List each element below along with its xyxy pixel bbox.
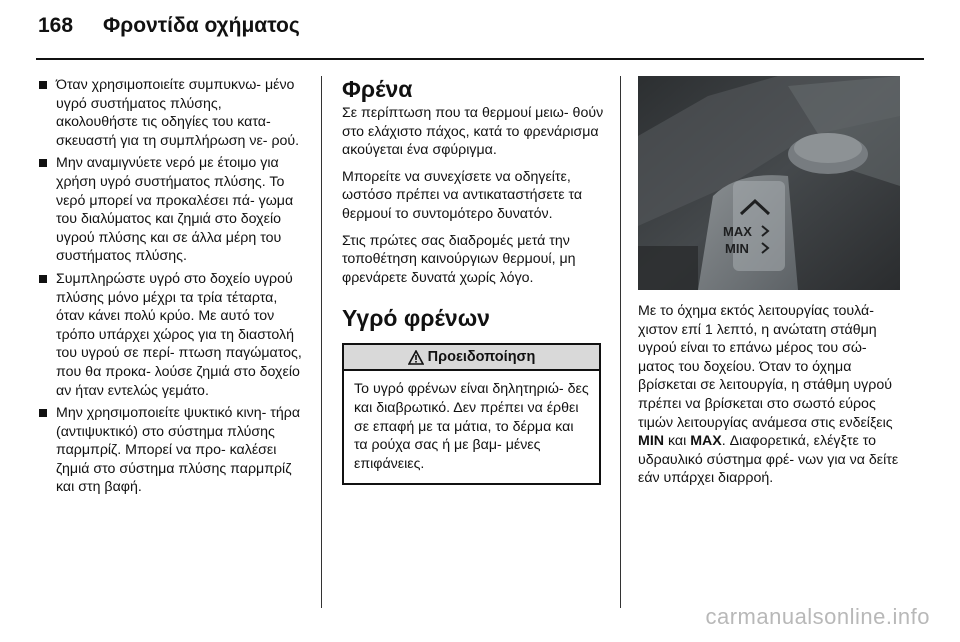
- page-title: Φροντίδα οχήματος: [103, 14, 300, 37]
- description-part-3: . Διαφορετικά, ελέγξτε το υδραυλικό σύστημα φρέ- νων για να δείτε εάν υπάρχει διαρροή.: [638, 433, 899, 487]
- column-divider-right: [620, 76, 621, 608]
- header-rule: [36, 58, 924, 60]
- warning-header: [344, 345, 599, 371]
- list-item: Όταν χρησιμοποιείτε συμπυκνω- μένο υγρό συστήματος πλύσης, ακολουθήστε τις οδηγίες του κατα- σκευαστή για τη συμπλήρωση νε- ρού.: [38, 76, 306, 150]
- brakes-heading: Φρένα: [342, 76, 413, 102]
- brake-fluid-description: [638, 302, 902, 488]
- min-indicator: MIN: [638, 433, 665, 450]
- warning-title: Προειδοποίηση: [427, 349, 536, 366]
- page-header: [38, 14, 300, 44]
- max-label: MAX: [723, 224, 752, 239]
- left-column: [38, 76, 306, 501]
- max-indicator: MAX: [690, 433, 722, 450]
- description-part-2: και: [664, 433, 691, 450]
- page-number: 168: [38, 14, 74, 37]
- warning-triangle-icon: [408, 350, 424, 365]
- brakes-paragraph-1: Σε περίπτωση που τα θερμουί μειω- θούν στο ελάχιστο πάχος, κατά το φρενάρισμα ακούγεται ένα σφύριγμα.: [342, 105, 604, 159]
- brake-fluid-reservoir-photo: [638, 76, 900, 290]
- description-part-1: Με το όχημα εκτός λειτουργίας τουλά- χιστον επί 1 λεπτό, η ανώτατη στάθμη υγρού είναι το επάνω μέρος του σώ- ματος του δοχείου. Όταν το όχημα βρίσκεται σε λειτουργία, η στάθμη υγρού πρέπει να βρίσκεται στο σωστό εύρος τιμών λειτουργίας ανάμεσα στις ενδείξεις: [638, 303, 893, 431]
- warning-text: Το υγρό φρένων είναι δηλητηριώ- δες και διαβρωτικό. Δεν πρέπει να έρθει σε επαφή με τα μάτια, το δέρμα και τα ρούχα σας ή με βαμ- μένες επιφάνειες.: [354, 381, 589, 472]
- column-divider-left: [321, 76, 322, 608]
- warning-box: [342, 343, 601, 485]
- list-item: Μην χρησιμοποιείτε ψυκτικό κινη- τήρα (αντιψυκτικό) στο σύστημα πλύσης παρμπρίζ. Μπορεί να προ- καλέσει ζημιά στο σύστημα πλύσης παρμπρίζ και στη βαφή.: [38, 404, 306, 497]
- brakes-paragraph-3: Στις πρώτες σας διαδρομές μετά την τοποθέτηση καινούργιων θερμουί, μη φρενάρετε δυνατά χωρίς λόγο.: [342, 232, 576, 286]
- list-item: Μην αναμιγνύετε νερό με έτοιμο για χρήση υγρό συστήματος πλύσης. Το νερό μπορεί να προκαλέσει πά- γωμα του διαλύματος και ζημιά στο δοχείο υγρού πλύσης και σε άλλα μέρη του συστήματος πλύσης.: [38, 154, 306, 266]
- bullet-list: [38, 76, 306, 497]
- brake-fluid-heading: Υγρό φρένων: [342, 305, 490, 332]
- right-column: [638, 76, 902, 488]
- list-item: Συμπληρώστε υγρό στο δοχείο υγρού πλύσης μόνο μέχρι τα τρία τέταρτα, όταν κάνει πολύ κρύο. Με αυτό τον τρόπο υπάρχει χώρος για τη διαστολή του υγρού σε περί- πτωση παγώματος, που θα προκα- λούσε ζημιά στο δοχείο αν ήταν εντελώς γεμάτο.: [38, 270, 306, 400]
- brakes-paragraph-2: Μπορείτε να συνεχίσετε να οδηγείτε, ωστόσο πρέπει να αντικαταστήσετε τα θερμουί το συντομότερο δυνατόν.: [342, 168, 583, 222]
- watermark: carmanualsonline.info: [705, 604, 930, 629]
- middle-column: [342, 76, 604, 485]
- min-label: MIN: [725, 241, 749, 256]
